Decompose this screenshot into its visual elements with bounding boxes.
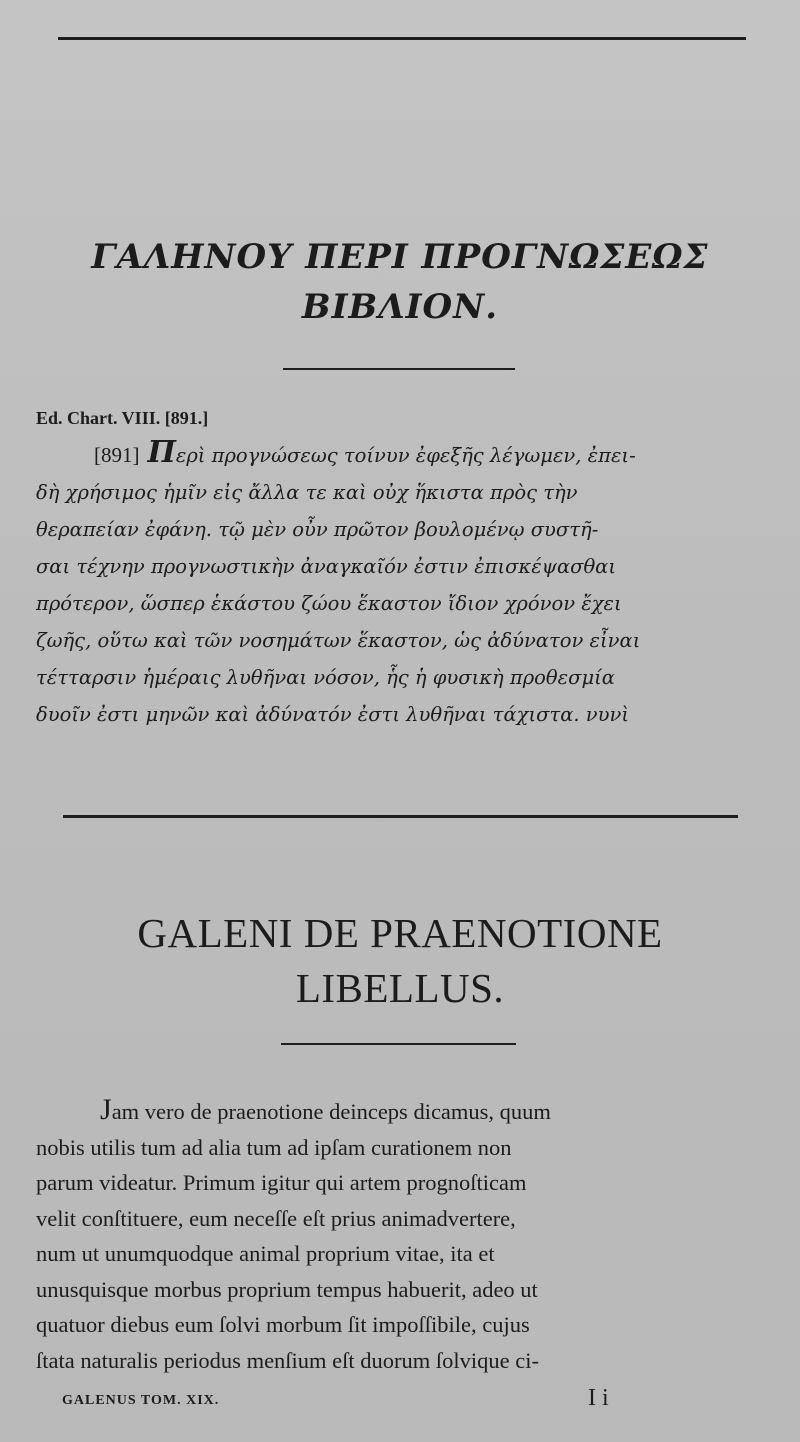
latin-line-7: quatuor diebus eum ſolvi morbum ſit impoſſibile, cujus <box>36 1312 530 1337</box>
latin-line-2: nobis utilis tum ad alia tum ad ipſam curationem non <box>36 1134 512 1160</box>
section-divider-rule <box>63 815 738 818</box>
greek-line-5: πρότερον, ὥσπερ ἑκάστου ζώου ἕκαστον ἴδιον χρόνον ἔχει <box>36 592 622 615</box>
latin-line-8: ſtata naturalis periodus menſium eſt duorum ſolvique ci- <box>36 1347 540 1373</box>
greek-title-line-2: ΒΙΒΛΙΟΝ. <box>301 287 499 327</box>
latin-line-1 <box>36 1092 764 1130</box>
footer-sheet-mark: I i <box>588 1385 609 1411</box>
greek-title-rule <box>283 368 515 370</box>
greek-line-4: σαι τέχνην προγνωστικὴν ἀναγκαῖόν ἐστιν ἐπισκέψασθαι <box>36 555 616 578</box>
greek-line-7: τέτταρσιν ἡμέραις λυθῆναι νόσον, ἧς ἡ φυσικὴ προθεσμία <box>36 666 615 689</box>
latin-title-line-2: LIBELLUS. <box>295 965 505 1011</box>
page-marker: [891] <box>94 443 140 467</box>
top-rule <box>58 37 746 40</box>
latin-title <box>40 906 760 1016</box>
latin-paragraph <box>36 1092 764 1378</box>
footer-signature: GALENUS TOM. XIX. <box>62 1393 220 1408</box>
greek-line-text: ερὶ προγνώσεως τοίνυν ἐφεξῆς λέγωμεν, ἐπει- <box>175 444 636 467</box>
latin-line-6: unusquisque morbus proprium tempus habuerit, adeo ut <box>36 1276 538 1302</box>
greek-line-8: δυοῖν ἐστι μηνῶν καὶ ἀδύνατόν ἐστι λυθῆναι τάχιστα. νυνὶ <box>36 703 629 726</box>
greek-line-3: θεραπείαν ἐφάνη. τῷ μὲν οὖν πρῶτον βουλομένῳ συστῆ- <box>36 518 599 541</box>
greek-line-2: δὴ χρήσιμος ἡμῖν εἰς ἄλλα τε καὶ οὐχ ἥκιστα πρὸς τὴν <box>36 481 578 504</box>
latin-line-text: am vero de praenotione deinceps dicamus, quum <box>111 1099 551 1124</box>
latin-title-line-1: GALENI DE PRAENOTIONE <box>137 910 663 956</box>
latin-line-4: velit conſtituere, eum neceſſe eſt prius animadvertere, <box>36 1205 516 1231</box>
greek-title <box>40 232 760 332</box>
latin-line-3: parum videatur. Primum igitur qui artem prognoſticam <box>36 1170 527 1195</box>
latin-title-rule <box>281 1043 516 1045</box>
greek-initial: Π <box>147 435 176 470</box>
greek-line-1 <box>36 434 764 474</box>
latin-line-5: num ut unumquodque animal proprium vitae, ita et <box>36 1241 495 1266</box>
edition-reference: Ed. Chart. VIII. [891.] <box>36 408 209 428</box>
latin-initial: J <box>100 1093 112 1126</box>
greek-title-line-1: ΓΑΛΗΝΟΥ ΠΕΡΙ ΠΡΟΓΝΩΣΕΩΣ <box>91 237 709 277</box>
greek-paragraph <box>36 434 764 733</box>
greek-line-6: ζωῆς, οὕτω καὶ τῶν νοσημάτων ἕκαστον, ὡς ἀδύνατον εἶναι <box>36 629 641 652</box>
